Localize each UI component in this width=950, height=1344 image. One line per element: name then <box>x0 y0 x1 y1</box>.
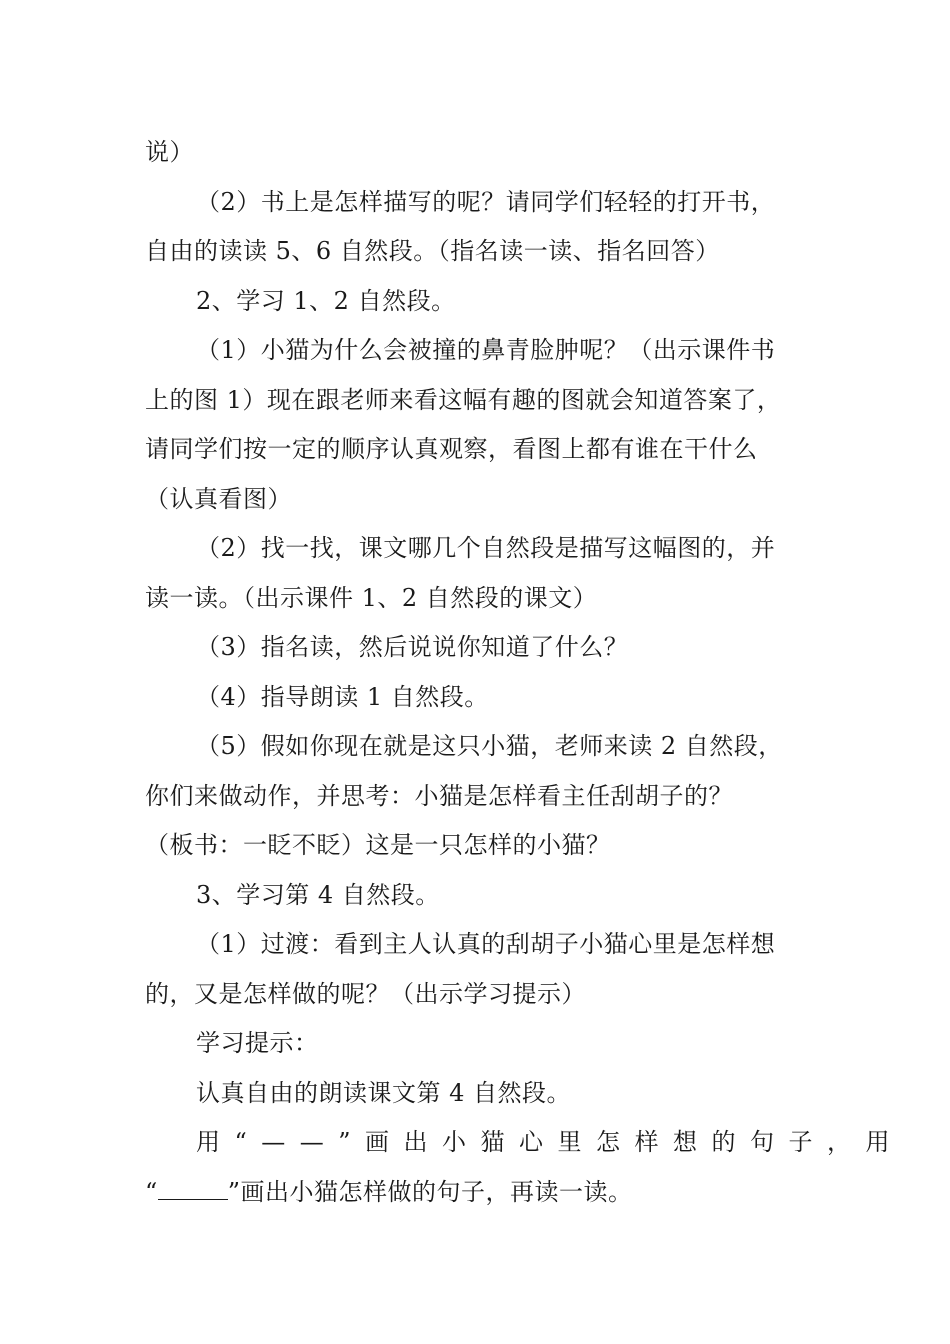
text-line: （2）找一找，课文哪几个自然段是描写这幅图的，并 <box>196 534 776 562</box>
document-body <box>145 128 905 1217</box>
text-line: 的，又是怎样做的呢？（出示学习提示） <box>145 979 586 1008</box>
text-line: （认真看图） <box>145 484 292 513</box>
text-line: 自由的读读 5、6 自然段。（指名读一读、指名回答） <box>145 237 720 265</box>
text-line: （5）假如你现在就是这只小猫，老师来读 2 自然段， <box>196 732 783 760</box>
text-line: 认真自由的朗读课文第 4 自然段。 <box>196 1078 572 1107</box>
text-line: 用“——”画出小猫心里怎样想的句子，用 <box>196 1128 905 1156</box>
text-line: 请同学们按一定的顺序认真观察，看图上都有谁在干什么 <box>145 435 758 463</box>
text-line: 学习提示： <box>196 1029 319 1057</box>
text-line: 上的图 1）现在跟老师来看这幅有趣的图就会知道答案了， <box>145 385 782 414</box>
text-line <box>145 1168 805 1218</box>
text-line: 说） <box>145 138 194 166</box>
open-quote: “ <box>145 1177 158 1206</box>
text-line: （3）指名读，然后说说你知道了什么？ <box>196 633 629 661</box>
text-line: 你们来做动作，并思考：小猫是怎样看主任刮胡子的？ <box>145 781 733 810</box>
text-line: 读一读。（出示课件 1、2 自然段的课文） <box>145 583 598 612</box>
underline-sample <box>158 1172 228 1199</box>
text-line: 2、学习 1、2 自然段。 <box>196 286 456 315</box>
text-line: （4）指导朗读 1 自然段。 <box>196 682 489 711</box>
text-line: （板书：一眨不眨）这是一只怎样的小猫？ <box>145 831 611 859</box>
text-line: （1）小猫为什么会被撞的鼻青脸肿呢？（出示课件书 <box>196 336 776 364</box>
text-line: 3、学习第 4 自然段。 <box>196 880 440 909</box>
text-line-rest: ”画出小猫怎样做的句子，再读一读。 <box>227 1177 633 1206</box>
text-line: （2）书上是怎样描写的呢？请同学们轻轻的打开书， <box>196 187 776 216</box>
text-line: （1）过渡：看到主人认真的刮胡子小猫心里是怎样想 <box>196 930 776 958</box>
